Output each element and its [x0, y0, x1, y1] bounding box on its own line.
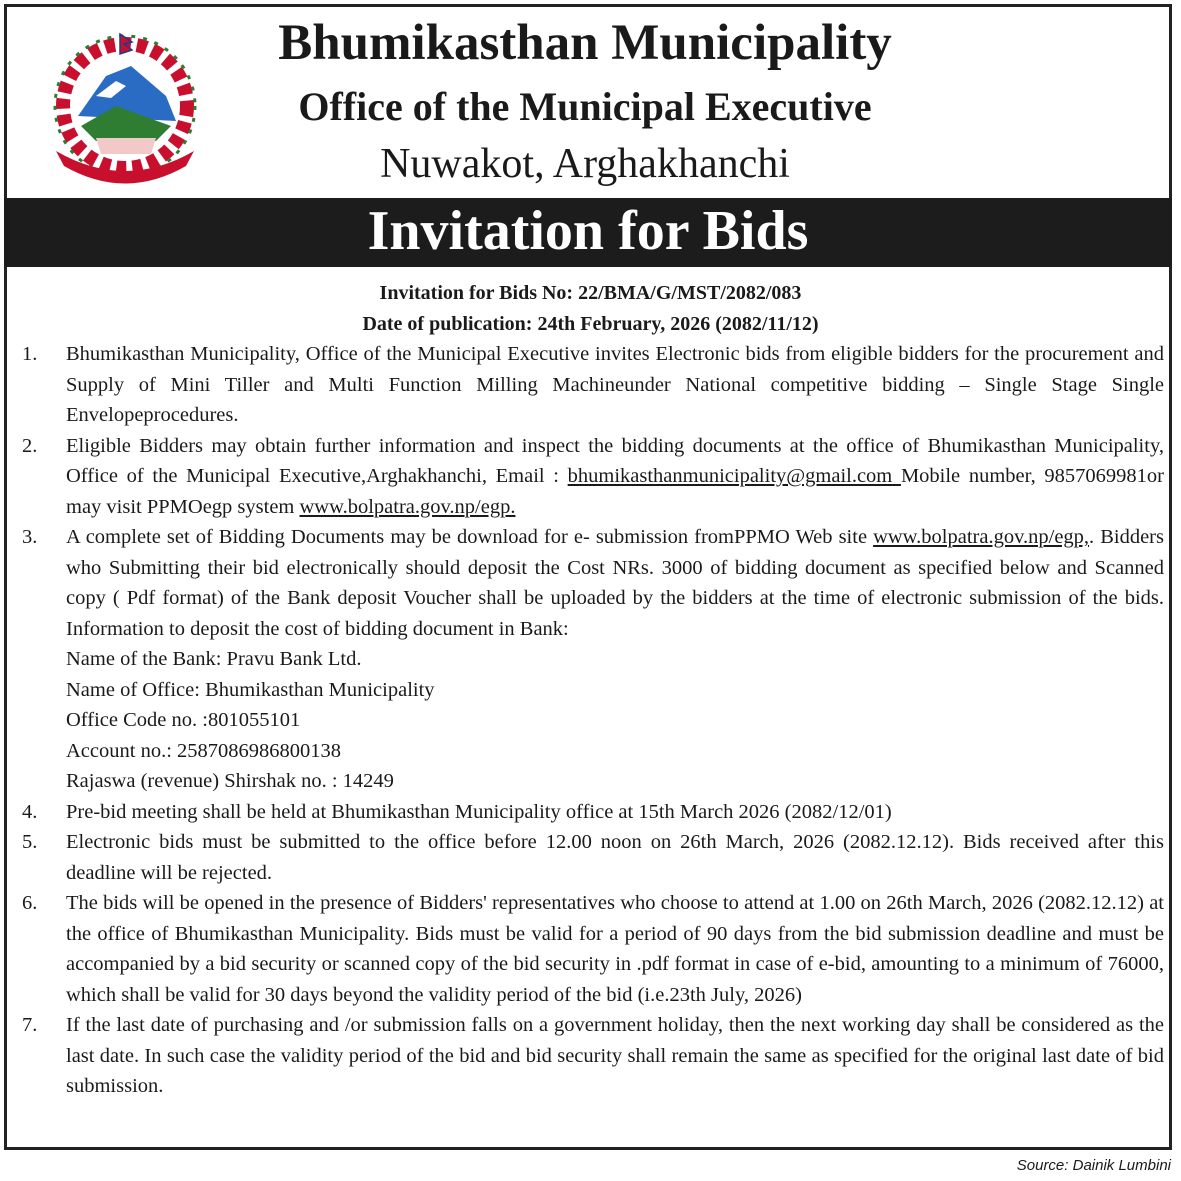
municipality-title: Bhumikasthan Municipality [278, 15, 892, 71]
item-number: 3. [22, 526, 38, 548]
list-item [22, 339, 1164, 431]
item-number: 1. [22, 343, 38, 365]
list-item [22, 888, 1164, 1010]
source-credit: Source: Dainik Lumbini [1016, 1157, 1171, 1174]
list-item [22, 522, 1164, 797]
bank-name: Name of the Bank: Pravu Bank Ltd. [66, 648, 362, 670]
item-number: 5. [22, 831, 38, 853]
office-code: Office Code no. :801055101 [66, 709, 301, 731]
location: Nuwakot, Arghakhanchi [380, 141, 790, 187]
list-item [22, 797, 1164, 828]
notice-items [22, 339, 1164, 1102]
item-text: Electronic bids must be submitted to the office before 12.00 noon on 26th March, 2026 (2082.12.12). Bids received after this deadline will be rejected. [66, 831, 1164, 884]
item-text: Mobile number, 9857069981or may visit PPMOegp system [66, 465, 1164, 518]
item-text: If the last date of purchasing and /or submission falls on a government holiday, then the next working day shall be considered as the last date. In such case the validity period of the bid and bid security shall remain the same as specified for the original last date of bid submission. [66, 1014, 1164, 1097]
notice-banner: Invitation for Bids [4, 198, 1172, 267]
office-subtitle: Office of the Municipal Executive [298, 84, 872, 129]
bolpatra-link[interactable]: www.bolpatra.gov.np/egp, [873, 526, 1090, 548]
item-number: 4. [22, 800, 38, 823]
item-text: A complete set of Bidding Documents may be download for e- submission fromPPMO Web site [66, 526, 874, 548]
ifb-number: Invitation for Bids No: 22/BMA/G/MST/2082/083 [379, 282, 802, 304]
item-text: . Bidders who Submitting their bid electronically should deposit the Cost NRs. 3000 of bidding document as specified below and Scanned copy ( Pdf format) of the Bank deposit Voucher shall be uploaded by the bidders at the time of electronic submission of the bids. Information to deposit the cost of bidding document in Bank: [66, 526, 1164, 640]
item-text: Bhumikasthan Municipality, Office of the Municipal Executive invites Electronic bids from eligible bidders for the procurement and Supply of Mini Tiller and Multi Function Milling Machineunder National competitive bidding – Single Stage Single Envelopeprocedures. [66, 343, 1164, 426]
office-name: Name of Office: Bhumikasthan Municipality [66, 678, 435, 701]
item-number: 7. [22, 1014, 38, 1036]
notice-meta [0, 278, 1181, 339]
email-link[interactable]: bhumikasthanmunicipality@gmail.com [567, 465, 901, 487]
list-item [22, 431, 1164, 523]
item-text: Pre-bid meeting shall be held at Bhumikasthan Municipality office at 15th March 2026 (2082/12/01) [66, 800, 892, 823]
item-text: The bids will be opened in the presence of Bidders' representatives who choose to attend at 1.00 on 26th March, 2026 (2082.12.12) at the office of Bhumikasthan Municipality. Bids must be valid for a period of 90 days from the bid submission deadline and must be accompanied by a bid security or scanned copy of the bid security in .pdf format in case of e-bid, amounting to a minimum of 76000, which shall be valid for 30 days beyond the validity period of the bid (i.e.23th July, 2026) [66, 892, 1164, 1006]
list-item [22, 827, 1164, 888]
nepal-emblem-icon [36, 26, 214, 186]
bolpatra-link[interactable]: www.bolpatra.gov.np/egp. [299, 495, 516, 518]
item-text: Eligible Bidders may obtain further information and inspect the bidding documents at the office of Bhumikasthan Municipality, Office of the Municipal Executive,Arghakhanchi, Email : [66, 434, 1164, 487]
publication-date: Date of publication: 24th February, 2026 (2082/11/12) [362, 312, 819, 335]
account-number: Account no.: 2587086986800138 [66, 739, 342, 762]
revenue-code: Rajaswa (revenue) Shirshak no. : 14249 [66, 770, 394, 792]
item-number: 6. [22, 892, 38, 914]
list-item [22, 1010, 1164, 1102]
item-number: 2. [22, 434, 38, 457]
